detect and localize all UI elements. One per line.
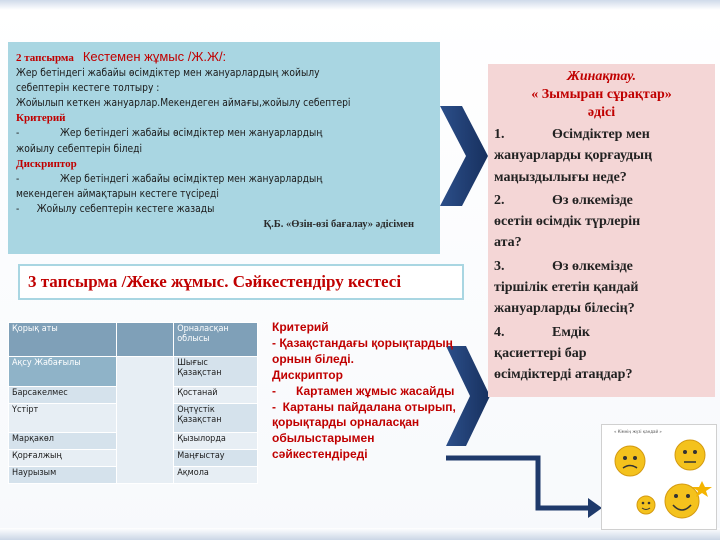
task2-line: Жойылып кеткен жануарлар.Мекендеген аймағы,жойылу себептері — [16, 98, 351, 110]
question-line: Өз өлкемізде — [552, 258, 633, 274]
question-line: Емдік — [552, 324, 590, 340]
task2-header — [16, 49, 432, 66]
table-header-cell — [116, 323, 174, 357]
task2-number: 2 тапсырма — [16, 52, 74, 64]
task2-footer: Қ.Б. «Өзін-өзі бағалау» әдісімен — [263, 219, 414, 231]
region-cell: Шығыс Қазақстан — [174, 357, 258, 387]
emoji-faces-picture — [601, 424, 717, 530]
question-line: өсімдіктерді атаңдар? — [494, 367, 633, 383]
question-line: жануарларды қорғаудың — [494, 148, 653, 164]
task3-title: 3 тапсырма /Жеке жұмыс. Сәйкестендіру кестесі — [18, 264, 464, 300]
task2-line: себептерін кестеге толтыру : — [16, 83, 160, 95]
blank-cell — [116, 357, 174, 484]
reserve-table — [8, 322, 258, 484]
reserve-name-cell: Наурызым — [9, 467, 117, 484]
summary-title: Жинақтау. — [566, 69, 637, 84]
criteria-line: - Қазақстандағы қорықтардың — [272, 335, 453, 350]
criteria-line: - Картамен жұмыс жасайды — [272, 383, 455, 398]
summary-box — [488, 64, 715, 397]
question-number: 3. — [494, 258, 505, 274]
region-cell: Оңтүстік Қазақстан — [174, 404, 258, 433]
reserve-name-cell: Қорғалжың — [9, 450, 117, 467]
region-cell: Ақмола — [174, 467, 258, 484]
chevron-right-icon — [438, 104, 490, 208]
reserve-name-cell: Барсакелмес — [9, 387, 117, 404]
task2-line: Жер бетіндегі жабайы өсімдіктер мен жануарлардың жойылу — [16, 68, 320, 80]
reserve-name-cell: Ақсу Жабағылы — [9, 357, 117, 387]
task2-descriptor-line: - Жер бетіндегі жабайы өсімдіктер мен жануарлардың — [16, 173, 323, 185]
table-header-cell: Орналасқан облысы — [174, 323, 258, 357]
region-cell: Маңғыстау — [174, 450, 258, 467]
summary-question — [494, 124, 709, 188]
question-line: Өсімдіктер мен — [552, 127, 650, 142]
question-line: жануарларды білесің? — [494, 301, 635, 317]
criteria-line: қорықтарды орналасқан — [272, 415, 420, 430]
summary-subtitle: « Зымыран сұрақтар» — [531, 87, 672, 102]
task2-criterion-label: Критерий — [16, 112, 66, 125]
table-header-cell: Қорық аты — [9, 323, 117, 357]
question-line: ата? — [494, 235, 522, 251]
question-line: тіршілік ететін қандай — [494, 280, 639, 296]
emoji-faces-icon — [602, 425, 718, 531]
summary-question — [494, 256, 709, 320]
region-cell: Қостанай — [174, 387, 258, 404]
reserve-name-cell: Үстірт — [9, 404, 117, 433]
criteria-line: орнын біледі. — [272, 351, 354, 366]
picture-caption: « Кімнің жүзі қандай » — [614, 429, 662, 434]
reserve-name-cell: Марқакөл — [9, 433, 117, 450]
task3-criteria — [272, 320, 492, 463]
region-cell: Қызылорда — [174, 433, 258, 450]
question-line: Өз өлкемізде — [552, 192, 633, 208]
top-edge — [0, 0, 720, 10]
criteria-line: сәйкестендіреді — [272, 447, 368, 462]
question-line: өсетін өсімдік түрлерін — [494, 214, 641, 230]
task2-title: Кестемен жұмыс /Ж.Ж/: — [82, 49, 227, 64]
criteria-line: - Картаны пайдалана отырып, — [272, 399, 456, 414]
table-header-row — [9, 323, 258, 357]
task2-descriptor-line: - Жойылу себептерін кестеге жазады — [16, 203, 215, 215]
question-line: қасиеттері бар — [494, 345, 587, 361]
question-number: 1. — [494, 127, 505, 142]
criteria-line: Дискриптор — [272, 367, 343, 382]
criteria-line: Критерий — [272, 320, 329, 334]
task2-box — [8, 42, 440, 254]
task2-criterion-line: жойылу себептерін біледі — [16, 143, 143, 155]
summary-question — [494, 322, 709, 386]
question-number: 4. — [494, 324, 505, 340]
criteria-line: обылыстарымен — [272, 431, 375, 446]
task2-criterion-line: - Жер бетіндегі жабайы өсімдіктер мен жануарлардың — [16, 128, 323, 140]
question-line: маңыздылығы неде? — [494, 169, 627, 185]
summary-subtitle: әдісі — [587, 105, 616, 120]
task2-descriptor-label: Дискриптор — [16, 157, 77, 170]
summary-question — [494, 190, 709, 254]
question-number: 2. — [494, 192, 505, 208]
connector-arrow-icon — [442, 450, 604, 520]
task2-descriptor-line: мекендеген аймақтарын кестеге түсіреді — [16, 188, 219, 200]
table-row — [9, 357, 258, 387]
